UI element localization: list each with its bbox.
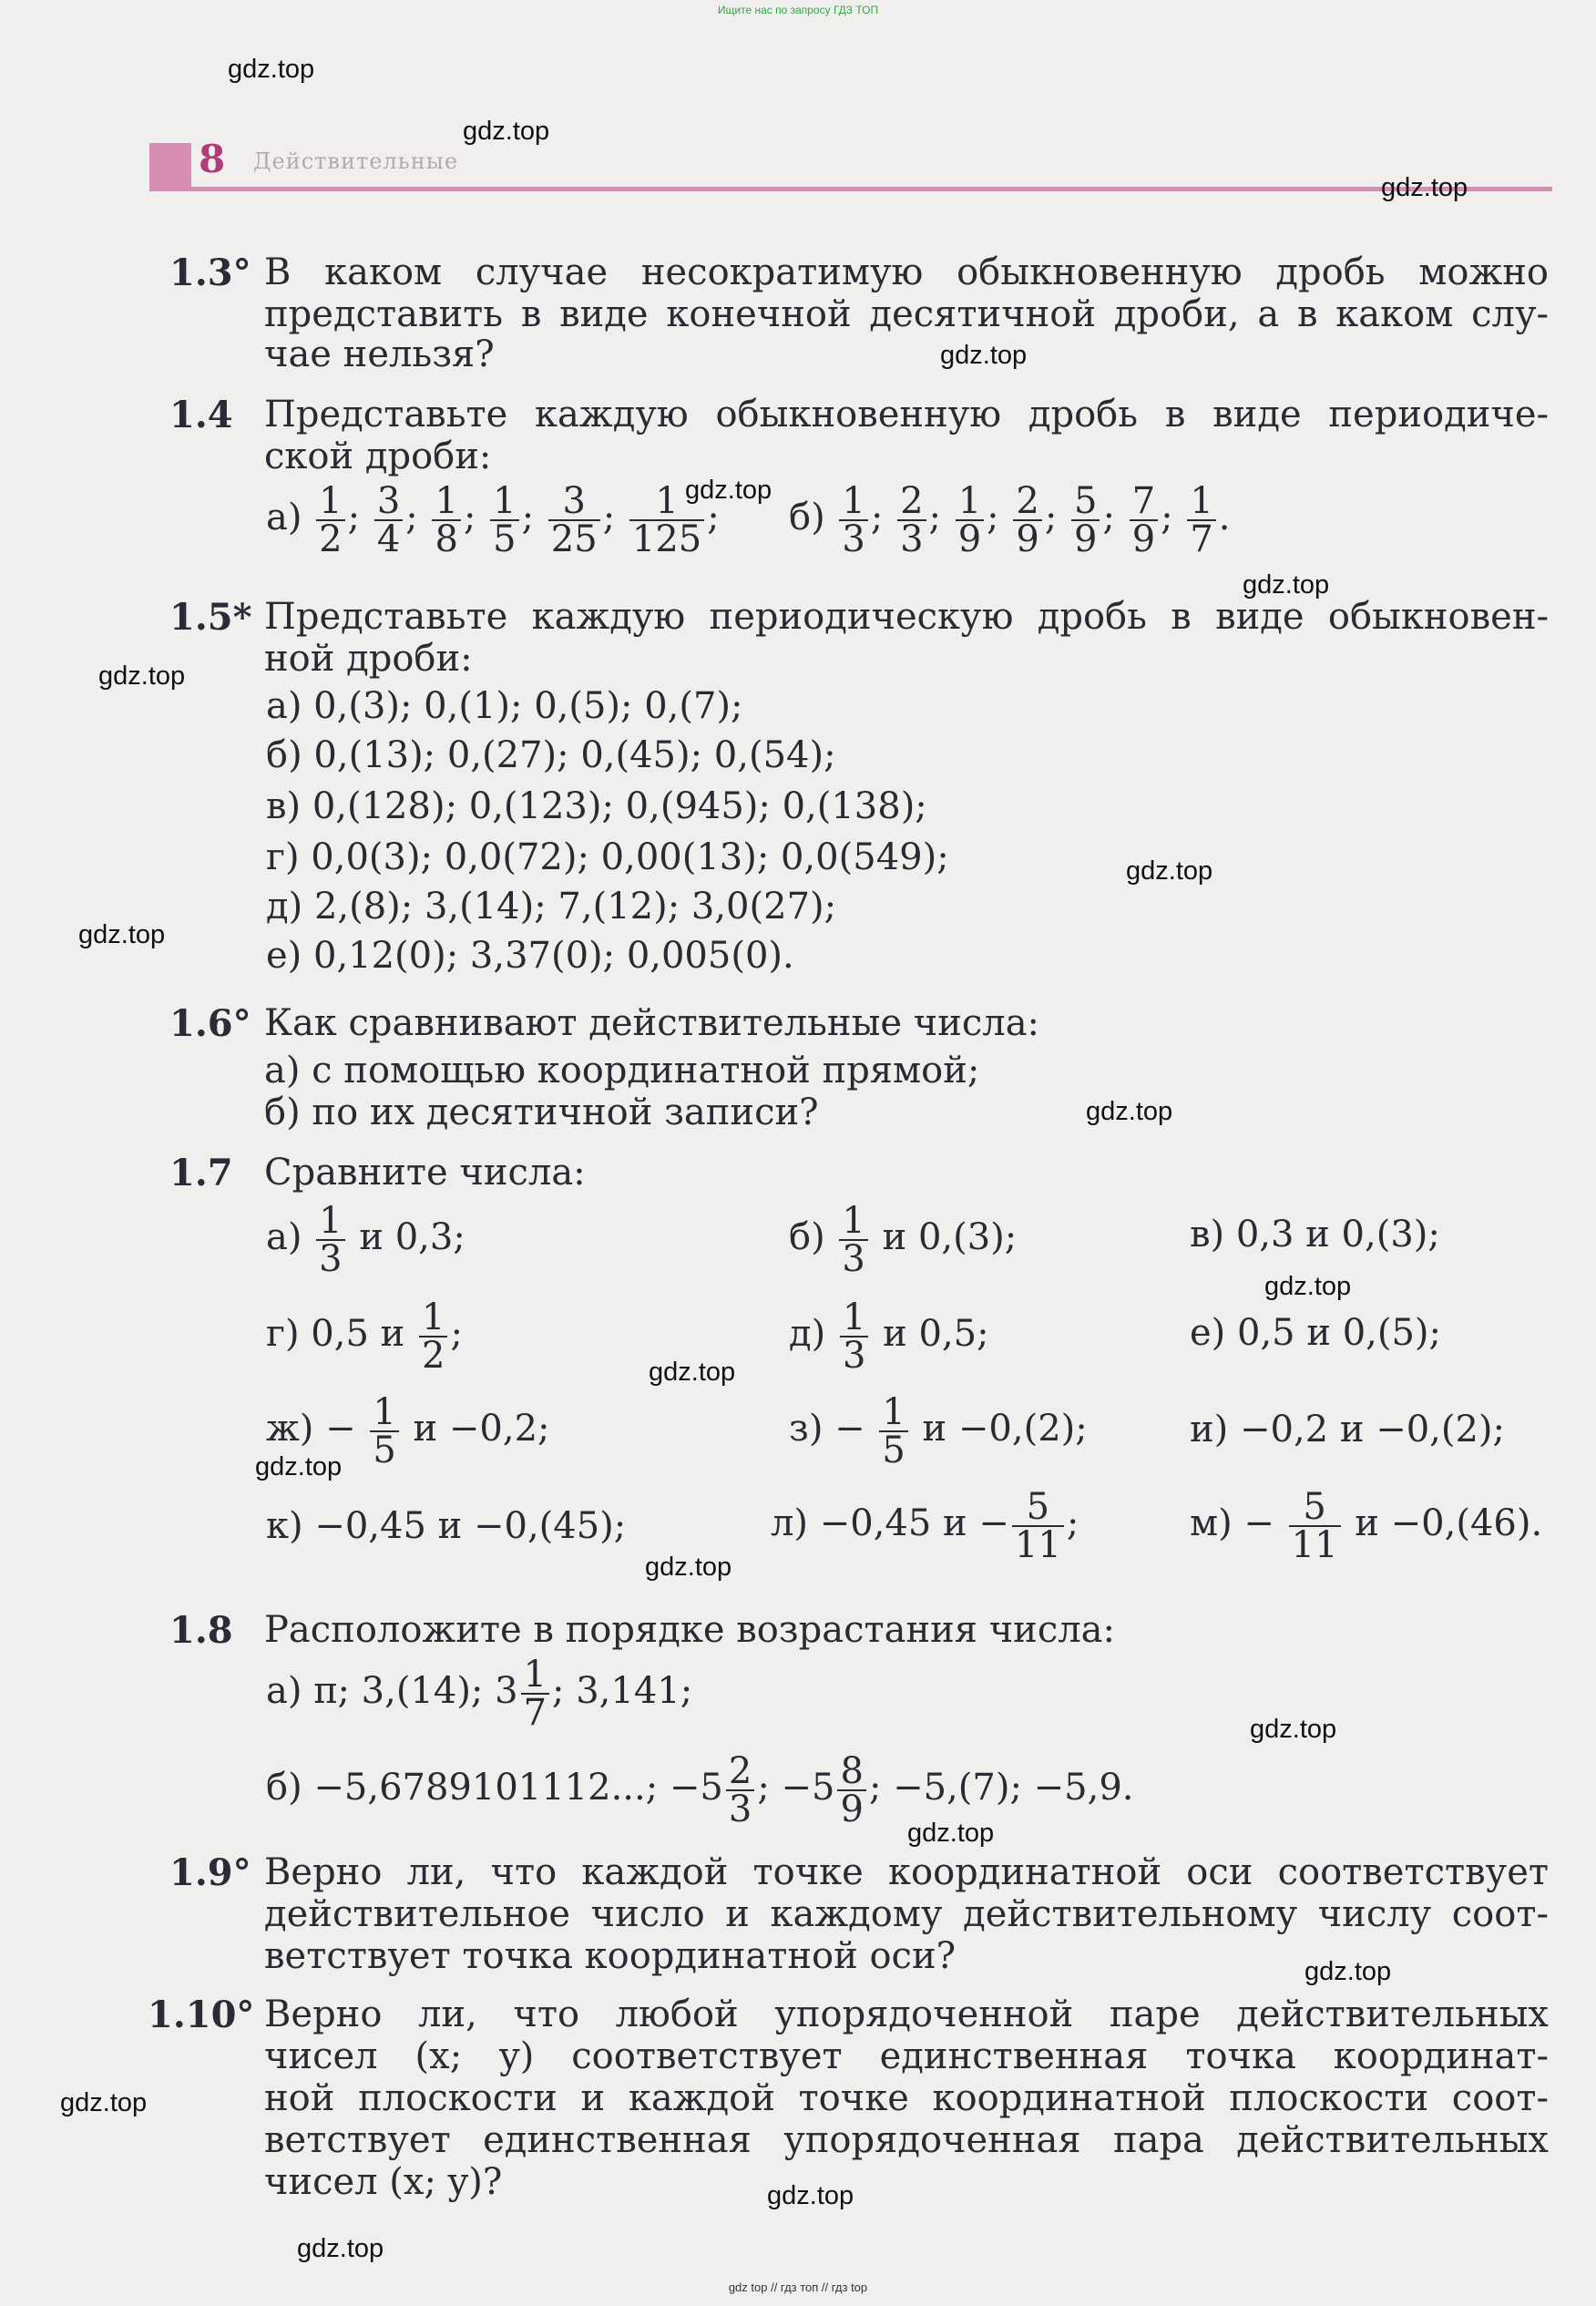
numerator: 1	[432, 483, 460, 521]
math-text: г) 0,5 и	[266, 1313, 416, 1355]
exercise-item	[266, 1200, 466, 1280]
fraction	[726, 1750, 754, 1830]
fraction	[1012, 1486, 1064, 1566]
watermark: gdz.top	[1304, 1957, 1392, 1986]
exercise-item: а) с помощью координатной прямой;	[264, 1050, 980, 1092]
numerator: 1	[521, 1656, 549, 1695]
math-text: .	[1218, 497, 1231, 538]
fraction	[839, 480, 867, 560]
fraction	[839, 1200, 867, 1280]
exercise-item: д) 2,(8); 3,(14); 7,(12); 3,0(27);	[266, 886, 837, 928]
problem-text-line: ской дроби:	[264, 436, 492, 477]
fraction	[879, 1391, 907, 1471]
numerator: 2	[726, 1753, 754, 1791]
math-text: ;	[1161, 497, 1185, 538]
problem-text-line: чисел (x; y) соответствует единственная точка координат-	[264, 2035, 1549, 2077]
math-text: ; 3,141;	[552, 1670, 693, 1712]
numerator: 1	[490, 483, 518, 521]
numerator: 1	[879, 1394, 907, 1432]
exercise-item	[266, 1750, 1134, 1830]
watermark: gdz.top	[463, 117, 550, 146]
exercise-item: е) 0,12(0); 3,37(0); 0,005(0).	[266, 935, 794, 977]
numerator: 1	[956, 483, 984, 521]
watermark: gdz.top	[940, 341, 1028, 370]
denominator: 8	[435, 518, 458, 560]
fraction	[432, 480, 460, 560]
denominator: 11	[1291, 1524, 1338, 1566]
math-text: ;	[463, 497, 488, 538]
watermark: gdz.top	[685, 476, 772, 505]
exercise-item: г) 0,0(3); 0,0(72); 0,00(13); 0,0(549);	[266, 836, 949, 878]
fraction	[1289, 1486, 1341, 1566]
fraction-list-b	[789, 480, 1231, 560]
problem-text-line: Сравните числа:	[264, 1152, 586, 1194]
watermark: gdz.top	[1250, 1715, 1337, 1744]
fraction	[490, 480, 518, 560]
faded-header-title: Действительные	[253, 149, 459, 174]
denominator: 5	[882, 1430, 905, 1471]
numerator: 1	[840, 1299, 868, 1337]
denominator: 2	[421, 1335, 445, 1377]
problem-text-line: чае нельзя?	[264, 333, 495, 375]
math-text: а) π; 3,(14); 3	[266, 1670, 518, 1712]
exercise-item	[789, 1391, 1088, 1471]
exercise-item	[771, 1486, 1079, 1566]
problem-number: 1.8	[169, 1609, 233, 1652]
denominator: 3	[319, 1238, 343, 1280]
denominator: 3	[842, 1238, 865, 1280]
numerator: 1	[839, 483, 867, 521]
numerator: 5	[1071, 483, 1100, 521]
numerator: 1	[316, 483, 344, 521]
watermark: gdz.top	[645, 1553, 732, 1582]
problem-text-line: В каком случае несократимую обыкновенную дробь можно	[264, 251, 1549, 293]
numerator: 2	[897, 483, 926, 521]
watermark: gdz.top	[907, 1819, 995, 1848]
numerator: 5	[1012, 1489, 1064, 1527]
fraction	[521, 1654, 549, 1734]
math-text: ;	[1102, 497, 1127, 538]
fraction	[956, 480, 984, 560]
fraction	[1071, 480, 1100, 560]
problem-number: 1.5*	[169, 596, 252, 639]
denominator: 9	[840, 1788, 864, 1830]
math-text: и 0,5;	[871, 1313, 989, 1355]
math-text: ;	[450, 1313, 463, 1355]
denominator: 5	[493, 518, 517, 560]
watermark: gdz.top	[297, 2234, 384, 2263]
numerator: 1	[1187, 483, 1215, 521]
fraction	[897, 480, 926, 560]
exercise-item: к) −0,45 и −0,(45);	[266, 1505, 627, 1547]
exercise-item	[266, 1654, 693, 1734]
fraction-list-a	[266, 480, 720, 560]
exercise-item: в) 0,(128); 0,(123); 0,(945); 0,(138);	[266, 785, 927, 827]
problem-text-line: Представьте каждую обыкновенную дробь в виде периодиче-	[264, 394, 1549, 436]
problem-number: 1.3°	[169, 251, 251, 294]
math-text: и 0,(3);	[870, 1216, 1018, 1258]
top-note: Ищите нас по запросу ГДЗ ТОП	[717, 4, 879, 16]
page-number: 8	[199, 137, 226, 181]
denominator: 9	[1131, 518, 1156, 560]
problem-number: 1.4	[169, 394, 233, 436]
bottom-note: gdz top // гдз топ // гдз top	[728, 2280, 868, 2294]
header-rule	[149, 187, 1552, 191]
exercise-item: в) 0,3 и 0,(3);	[1190, 1214, 1440, 1255]
math-text: ;	[1044, 497, 1069, 538]
problem-text-line: Расположите в порядке возрастания числа:	[264, 1609, 1115, 1651]
watermark: gdz.top	[228, 55, 315, 84]
math-text: ;	[1066, 1502, 1079, 1544]
watermark: gdz.top	[649, 1358, 736, 1387]
watermark: gdz.top	[98, 661, 186, 691]
watermark: gdz.top	[1264, 1272, 1352, 1301]
problem-text-line: Верно ли, что любой упорядоченной паре действительных	[264, 1993, 1549, 2035]
problem-text-line: действительное число и каждому действительному числу соот-	[264, 1893, 1549, 1935]
denominator: 7	[1190, 518, 1213, 560]
math-text: ; −5	[757, 1767, 835, 1809]
problem-number: 1.7	[169, 1152, 233, 1194]
denominator: 9	[957, 518, 982, 560]
exercise-item: и) −0,2 и −0,(2);	[1190, 1409, 1506, 1450]
page-number-block	[149, 143, 191, 187]
exercise-item	[266, 1296, 463, 1377]
item-label: ж) −	[266, 1408, 368, 1450]
problem-text-line: ной дроби:	[264, 638, 473, 680]
item-label: д)	[789, 1313, 837, 1355]
denominator: 4	[376, 518, 401, 560]
exercise-item: б) 0,(13); 0,(27); 0,(45); 0,(54);	[266, 734, 836, 776]
problem-number: 1.6°	[169, 1002, 251, 1045]
fraction	[840, 1296, 868, 1377]
problem-number: 1.10°	[148, 1993, 255, 2036]
numerator: 7	[1130, 483, 1158, 521]
denominator: 25	[550, 518, 598, 560]
denominator: 3	[728, 1788, 752, 1830]
fraction	[316, 1200, 344, 1280]
problem-text-line: представить в виде конечной десятичной дроби, а в каком слу-	[264, 293, 1549, 335]
denominator: 3	[842, 518, 865, 560]
fraction	[1187, 480, 1215, 560]
numerator: 3	[374, 483, 403, 521]
item-label: б)	[789, 1216, 837, 1258]
fraction	[374, 480, 403, 560]
item-label: а)	[266, 1216, 314, 1258]
problem-text-line: Представьте каждую периодическую дробь в виде обыкновен-	[264, 596, 1549, 638]
fraction	[419, 1296, 447, 1377]
math-text: и −0,(46).	[1343, 1502, 1543, 1544]
numerator: 8	[837, 1753, 865, 1791]
math-text: и −0,(2);	[910, 1408, 1088, 1450]
denominator: 5	[373, 1430, 396, 1471]
numerator: 5	[1289, 1489, 1341, 1527]
numerator: 1	[370, 1394, 398, 1432]
exercise-item: а) 0,(3); 0,(1); 0,(5); 0,(7);	[266, 685, 743, 727]
math-text: ;	[928, 497, 953, 538]
math-text: и 0,3;	[347, 1216, 466, 1258]
denominator: 3	[900, 518, 924, 560]
numerator: 1	[316, 1203, 344, 1241]
math-text: и −0,2;	[401, 1408, 550, 1450]
exercise-item: б) по их десятичной записи?	[264, 1092, 819, 1133]
denominator: 9	[1074, 518, 1098, 560]
math-text: ;	[521, 497, 546, 538]
item-label: б)	[789, 497, 837, 538]
fraction	[837, 1750, 865, 1830]
exercise-item	[1190, 1486, 1543, 1566]
item-label: м) −	[1190, 1502, 1286, 1544]
math-text: ; −5,(7); −5,9.	[868, 1767, 1134, 1809]
problem-text-line: ветствует единственная упорядоченная пара действительных	[264, 2119, 1549, 2161]
math-text: ;	[870, 497, 895, 538]
problem-text-line: ветствует точка координатной оси?	[264, 1935, 957, 1977]
watermark: gdz.top	[1381, 173, 1468, 202]
problem-text-line: чисел (x; y)?	[264, 2161, 503, 2203]
watermark: gdz.top	[1086, 1097, 1173, 1126]
numerator: 1	[419, 1299, 447, 1337]
watermark: gdz.top	[1243, 570, 1330, 600]
fraction	[1130, 480, 1158, 560]
item-label: а)	[266, 497, 314, 538]
numerator: 1	[839, 1203, 867, 1241]
fraction	[370, 1391, 398, 1471]
math-text: ;	[405, 497, 430, 538]
problem-text-line: ной плоскости и каждой точке координатной плоскости соот-	[264, 2077, 1549, 2119]
exercise-item	[789, 1200, 1018, 1280]
math-text: ;	[602, 497, 627, 538]
math-text: ;	[707, 497, 720, 538]
math-text: ;	[987, 497, 1011, 538]
problem-text-line: Как сравнивают действительные числа:	[264, 1002, 1040, 1044]
watermark: gdz.top	[767, 2181, 854, 2210]
watermark: gdz.top	[78, 920, 166, 949]
denominator: 3	[842, 1335, 866, 1377]
denominator: 2	[319, 518, 343, 560]
denominator: 7	[523, 1692, 547, 1734]
fraction	[1013, 480, 1041, 560]
problem-text-line: Верно ли, что каждой точке координатной оси соответствует	[264, 1851, 1549, 1893]
math-text: б) −5,6789101112...; −5	[266, 1767, 723, 1809]
watermark: gdz.top	[255, 1452, 343, 1481]
exercise-item	[789, 1296, 989, 1377]
denominator: 9	[1016, 518, 1039, 560]
fraction	[316, 480, 344, 560]
watermark: gdz.top	[60, 2088, 148, 2117]
denominator: 11	[1014, 1524, 1061, 1566]
exercise-item: е) 0,5 и 0,(5);	[1190, 1312, 1441, 1354]
item-label: з) −	[789, 1408, 877, 1450]
fraction	[548, 480, 600, 560]
numerator: 1	[629, 483, 704, 521]
problem-number: 1.9°	[169, 1851, 251, 1894]
watermark: gdz.top	[1126, 856, 1213, 886]
denominator: 125	[631, 518, 702, 560]
math-text: ;	[347, 497, 372, 538]
numerator: 2	[1013, 483, 1041, 521]
numerator: 3	[548, 483, 600, 521]
math-text: л) −0,45 и −	[771, 1502, 1009, 1544]
